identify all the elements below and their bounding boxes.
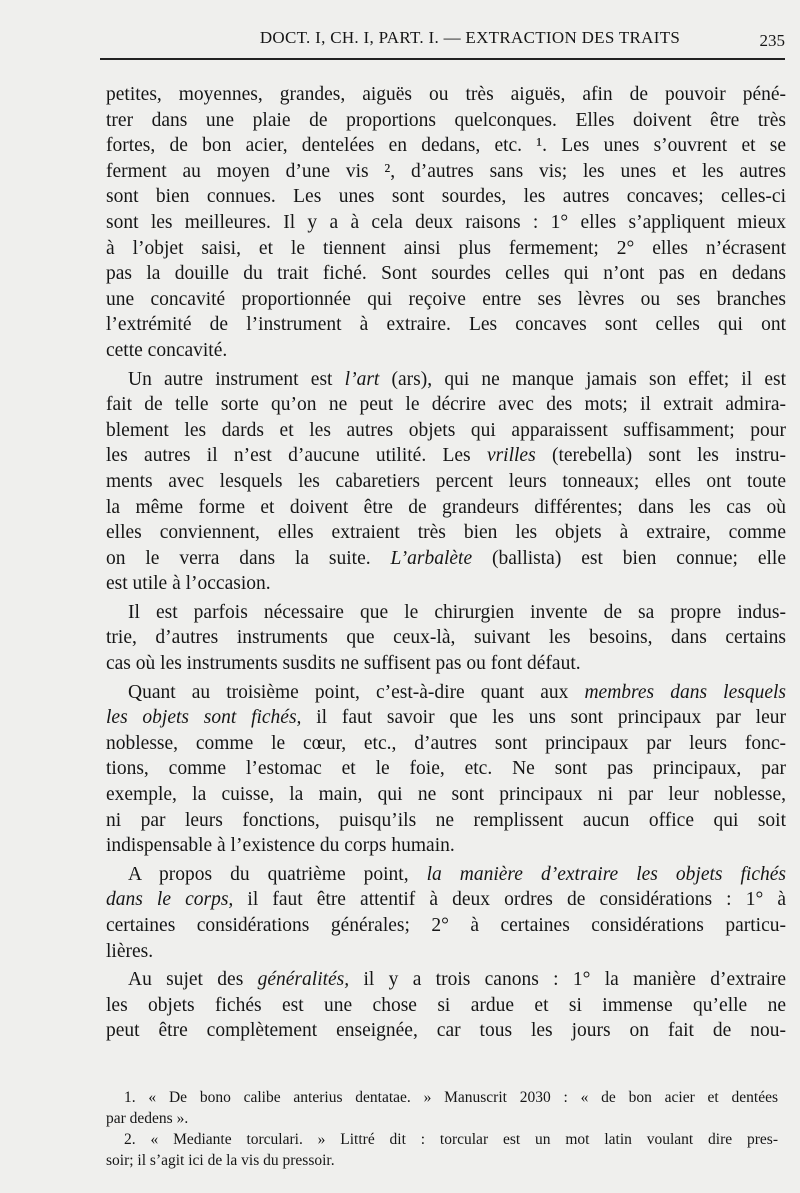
text-segment: il y a trois canons : 1° la manière d’extraire — [349, 969, 787, 991]
text-segment: trie, d’autres instruments que ceux-là, suivant les besoins, dans certains — [106, 627, 786, 649]
text-line — [106, 571, 786, 597]
text-segment: à l’objet saisi, et le tiennent ainsi plus fermement; 2° elles n’écrasent — [106, 237, 786, 259]
text-line — [106, 495, 786, 521]
footnote-line: par dedens ». — [106, 1110, 189, 1127]
text-line — [106, 210, 786, 236]
italic-text: dans le corps, — [106, 889, 234, 911]
text-segment: (ars), qui ne manque jamais son effet; il est — [379, 368, 786, 390]
text-segment: Il est parfois nécessaire que le chirurgien invente de sa propre indus- — [128, 601, 786, 623]
text-segment: Quant au troisième point, c’est-à-dire quant aux — [128, 681, 585, 703]
page-number: 235 — [759, 31, 785, 50]
body-text — [106, 82, 786, 1044]
text-line — [106, 782, 786, 808]
text-line — [106, 862, 786, 888]
text-line — [106, 967, 786, 993]
italic-text: généralités, — [257, 969, 350, 991]
text-segment: la même forme et doivent être de grandeurs différentes; dans les cas où — [106, 496, 786, 518]
footnote-line: 1. « De bono calibe anterius dentatae. » Manuscrit 2030 : « de bon acier et dentées — [124, 1089, 778, 1106]
text-line — [106, 82, 786, 108]
text-line — [106, 546, 786, 572]
italic-text: les objets sont fichés, — [106, 707, 302, 729]
text-segment: petites, moyennes, grandes, aiguës ou très aiguës, afin de pouvoir péné- — [106, 84, 786, 105]
text-segment: noblesse, comme le cœur, etc., d’autres sont principaux par leurs fonc- — [106, 732, 786, 754]
text-line — [106, 993, 786, 1019]
text-segment: est utile à l’occasion. — [106, 573, 271, 595]
footnote-line: soir; il s’agit ici de la vis du pressoir. — [106, 1152, 335, 1169]
text-line — [106, 338, 786, 364]
text-line — [106, 680, 786, 706]
footnote-line: 2. « Mediante torculari. » Littré dit : torcular est un mot latin voulant dire pres- — [124, 1131, 778, 1148]
text-line — [106, 913, 786, 939]
text-line — [106, 287, 786, 313]
text-segment: une concavité proportionnée qui reçoive entre ses lèvres ou ses branches — [106, 288, 786, 310]
text-line — [106, 808, 786, 834]
text-segment: tions, comme l’estomac et le foie, etc. Ne sont pas principaux, par — [106, 758, 786, 780]
text-segment: fortes, de bon acier, dentelées en dedans, etc. ¹. Les unes s’ouvrent et se — [106, 135, 786, 157]
text-segment: (terebella) sont les instru- — [535, 445, 787, 467]
text-segment: on le verra dans la suite. — [106, 547, 391, 569]
text-segment: ments avec lesquels les cabaretiers percent leurs tonneaux; elles ont toute — [106, 470, 786, 492]
text-segment: exemple, la cuisse, la main, qui ne sont principaux ni par leur noblesse, — [106, 784, 786, 806]
italic-text: vrilles — [486, 445, 536, 467]
text-segment: les objets fichés est une chose si ardue et si immense qu’elle ne — [106, 994, 786, 1016]
text-segment: peut être complètement enseignée, car tous les jours on fait de nou- — [106, 1020, 786, 1042]
text-segment: ni par leurs fonctions, puisqu’ils ne remplissent aucun office qui soit — [106, 809, 786, 831]
text-segment: les autres il n’est d’aucune utilité. Les — [106, 445, 487, 467]
text-segment: l’extrémité de l’instrument à extraire. Les concaves sont celles qui ont — [106, 314, 786, 336]
text-line — [106, 731, 786, 757]
italic-text: L’arbalète — [390, 547, 473, 569]
text-segment: blement les dards et les autres objets qui apparaissent suffisamment; pour — [106, 419, 786, 441]
text-line — [106, 184, 786, 210]
header-rule — [100, 58, 785, 60]
running-title: DOCT. I, CH. I, PART. I. — EXTRACTION DES TRAITS — [259, 28, 681, 47]
text-line — [106, 159, 786, 185]
text-segment: Un autre instrument est — [128, 368, 345, 390]
text-segment: certaines considérations générales; 2° à certaines considérations particu- — [106, 915, 786, 936]
text-line — [106, 261, 786, 287]
italic-text: l’art — [344, 368, 380, 390]
text-line — [106, 939, 786, 965]
text-line — [106, 133, 786, 159]
text-segment: lières. — [106, 940, 154, 962]
text-line — [106, 418, 786, 444]
text-line — [106, 367, 786, 393]
text-line — [106, 236, 786, 262]
text-segment: sont bien connues. Les unes sont sourdes, les autres concaves; celles-ci — [106, 186, 786, 208]
text-line — [106, 1018, 786, 1044]
italic-text: la manière d’extraire les objets fichés — [426, 863, 786, 885]
text-segment: cas où les instruments susdits ne suffisent pas ou font défaut. — [106, 653, 581, 675]
text-line — [106, 600, 786, 626]
text-segment: cette concavité. — [106, 339, 228, 361]
text-line — [106, 756, 786, 782]
text-segment: il faut savoir que les uns sont principaux par leur — [301, 707, 787, 729]
text-segment: A propos du quatrième point, — [128, 863, 427, 885]
running-header — [100, 28, 790, 54]
text-line — [106, 651, 786, 677]
text-line — [106, 833, 786, 859]
italic-text: membres dans lesquels — [584, 681, 786, 703]
text-segment: sont les meilleures. Il y a à cela deux raisons : 1° elles s’appliquent mieux — [106, 211, 786, 233]
text-segment: indispensable à l’existence du corps humain. — [106, 835, 455, 857]
text-line — [106, 392, 786, 418]
text-line — [106, 312, 786, 338]
text-segment: Au sujet des — [128, 969, 258, 991]
text-segment: fait de telle sorte qu’on ne peut le décrire avec des mots; il extrait admira- — [106, 394, 786, 416]
text-line — [106, 705, 786, 731]
text-segment: elles conviennent, elles extraient très bien les objets à extraire, comme — [106, 522, 786, 544]
text-segment: ferment au moyen d’une vis ², d’autres sans vis; les unes et les autres — [106, 160, 786, 182]
text-line — [106, 469, 786, 495]
text-segment: pas la douille du trait fiché. Sont sourdes celles qui n’ont pas en dedans — [106, 263, 786, 285]
text-line — [106, 520, 786, 546]
text-line — [106, 108, 786, 134]
footnotes — [106, 1087, 778, 1171]
text-segment: (ballista) est bien connue; elle — [472, 547, 787, 569]
text-segment: trer dans une plaie de proportions quelconques. Elles doivent être très — [106, 109, 786, 131]
text-line — [106, 887, 786, 913]
text-line — [106, 625, 786, 651]
text-segment: il faut être attentif à deux ordres de considérations : 1° à — [233, 889, 786, 911]
text-line — [106, 443, 786, 469]
